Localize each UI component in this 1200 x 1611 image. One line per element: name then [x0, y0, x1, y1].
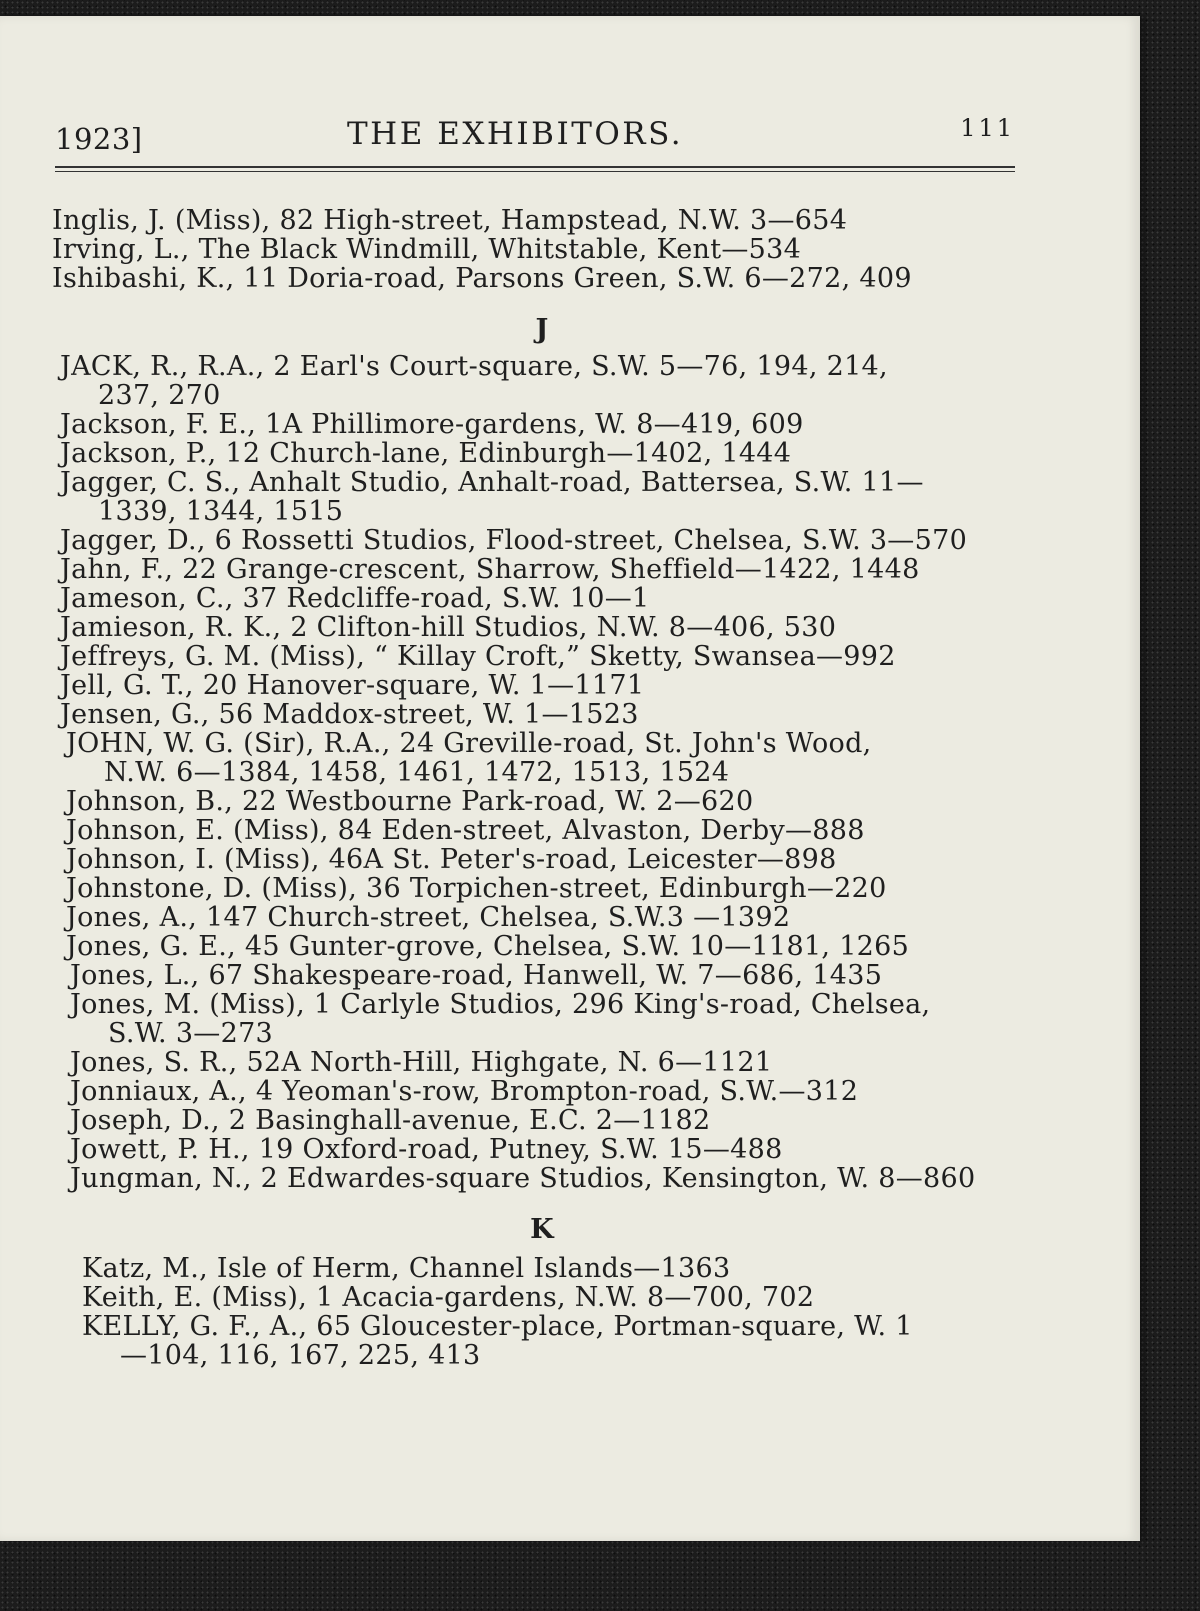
section-k — [82, 1254, 1032, 1370]
list-item: JACK, R., R.A., 2 Earl's Court-square, S.W. 5—76, 194, 214, — [60, 351, 888, 382]
list-item: Johnson, B., 22 Westbourne Park-road, W. 2—620 — [66, 786, 754, 817]
book-page — [0, 16, 1140, 1541]
list-item: Jackson, F. E., 1A Phillimore-gardens, W. 8—419, 609 — [60, 409, 804, 440]
list-item: Johnson, E. (Miss), 84 Eden-street, Alvaston, Derby—888 — [66, 815, 865, 846]
list-item: Johnson, I. (Miss), 46A St. Peter's-road, Leicester—898 — [66, 844, 837, 875]
list-item: Jamieson, R. K., 2 Clifton-hill Studios, N.W. 8—406, 530 — [60, 612, 837, 643]
list-item-continuation: N.W. 6—1384, 1458, 1461, 1472, 1513, 1524 — [104, 757, 730, 788]
header-year: 1923] — [55, 122, 143, 156]
list-item: Irving, L., The Black Windmill, Whitstable, Kent—534 — [52, 234, 802, 265]
list-item-continuation: S.W. 3—273 — [108, 1018, 274, 1049]
list-item: Jagger, C. S., Anhalt Studio, Anhalt-road, Battersea, S.W. 11— — [60, 467, 924, 498]
list-item: Jackson, P., 12 Church-lane, Edinburgh—1402, 1444 — [60, 438, 792, 469]
list-item: Jones, S. R., 52A North-Hill, Highgate, N. 6—1121 — [70, 1047, 773, 1078]
exhibitor-list — [52, 206, 1032, 1370]
list-item: Jones, A., 147 Church-street, Chelsea, S.W.3 —1392 — [66, 902, 791, 933]
list-item: Jowett, P. H., 19 Oxford-road, Putney, S.W. 15—488 — [70, 1134, 783, 1165]
list-item-continuation: 237, 270 — [98, 380, 221, 411]
list-item: Jonniaux, A., 4 Yeoman's-row, Brompton-road, S.W.—312 — [70, 1076, 859, 1107]
page-number: 111 — [960, 114, 1015, 142]
list-item-continuation: 1339, 1344, 1515 — [98, 496, 344, 527]
section-letter-k: K — [530, 1214, 554, 1245]
list-item: Inglis, J. (Miss), 82 High-street, Hampstead, N.W. 3—654 — [52, 205, 848, 236]
page-title: THE EXHIBITORS. — [347, 116, 684, 152]
list-item: KELLY, G. F., A., 65 Gloucester-place, Portman-square, W. 1 — [82, 1311, 913, 1342]
list-item: Jameson, C., 37 Redcliffe-road, S.W. 10—1 — [60, 583, 650, 614]
list-item: Jagger, D., 6 Rossetti Studios, Flood-street, Chelsea, S.W. 3—570 — [60, 525, 968, 556]
list-item: Jeffreys, G. M. (Miss), “ Killay Croft,” Sketty, Swansea—992 — [60, 641, 896, 672]
list-item: Jones, G. E., 45 Gunter-grove, Chelsea, S.W. 10—1181, 1265 — [66, 931, 910, 962]
header-rule — [55, 166, 1015, 172]
list-item: Jungman, N., 2 Edwardes-square Studios, Kensington, W. 8—860 — [70, 1163, 976, 1194]
list-item: Jensen, G., 56 Maddox-street, W. 1—1523 — [60, 699, 639, 730]
list-item: Ishibashi, K., 11 Doria-road, Parsons Green, S.W. 6—272, 409 — [52, 263, 912, 294]
list-item: Keith, E. (Miss), 1 Acacia-gardens, N.W. 8—700, 702 — [82, 1282, 815, 1313]
list-item: Jones, L., 67 Shakespeare-road, Hanwell, W. 7—686, 1435 — [70, 960, 883, 991]
section-letter-j: J — [535, 314, 549, 345]
list-item: Jell, G. T., 20 Hanover-square, W. 1—1171 — [60, 670, 645, 701]
list-item: Jones, M. (Miss), 1 Carlyle Studios, 296 King's-road, Chelsea, — [70, 989, 931, 1020]
list-item: Jahn, F., 22 Grange-crescent, Sharrow, Sheffield—1422, 1448 — [60, 554, 920, 585]
list-item: JOHN, W. G. (Sir), R.A., 24 Greville-road, St. John's Wood, — [66, 728, 872, 759]
running-header — [55, 108, 1015, 154]
section-i — [52, 206, 1032, 293]
list-item-continuation: —104, 116, 167, 225, 413 — [120, 1340, 481, 1371]
list-item: Johnstone, D. (Miss), 36 Torpichen-street, Edinburgh—220 — [66, 873, 887, 904]
list-item: Joseph, D., 2 Basinghall-avenue, E.C. 2—1182 — [70, 1105, 711, 1136]
list-item: Katz, M., Isle of Herm, Channel Islands—1363 — [82, 1253, 731, 1284]
section-j — [60, 352, 1032, 1193]
